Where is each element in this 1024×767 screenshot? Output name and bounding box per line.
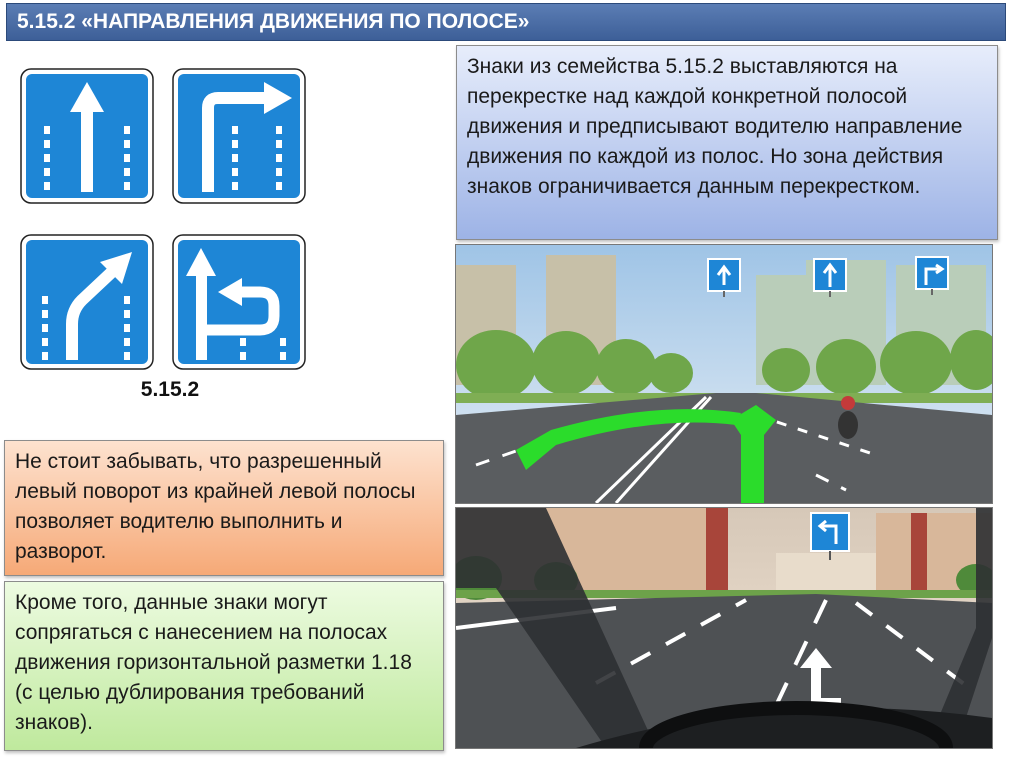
info-box-blue: Знаки из семейства 5.15.2 выставляются на перекрестке над каждой конкретной полосой движения и предписывают водителю направление движения по каждой из полос. Но зона действия знаков ограничивается данным перекрестком. xyxy=(456,45,998,240)
sign-right-turn-icon xyxy=(172,68,306,204)
road-scene-windshield-view xyxy=(455,507,993,749)
info-box-green: Кроме того, данные знаки могут сопрягаться с нанесением на полосах движения горизонтальной разметки 1.18 (с целью дублирования требований знаков). xyxy=(4,581,444,751)
sign-straight-and-u-turn-icon xyxy=(172,234,306,370)
sign-diagonal-right-icon xyxy=(20,234,154,370)
slide-title: 5.15.2 «НАПРАВЛЕНИЯ ДВИЖЕНИЯ ПО ПОЛОСЕ» xyxy=(6,3,1006,41)
sign-caption: 5.15.2 xyxy=(140,378,200,401)
sign-straight-icon xyxy=(20,68,154,204)
road-scene-overhead-signs xyxy=(455,244,993,504)
info-box-orange: Не стоит забывать, что разрешенный левый поворот из крайней левой полосы позволяет водителю выполнить и разворот. xyxy=(4,440,444,576)
